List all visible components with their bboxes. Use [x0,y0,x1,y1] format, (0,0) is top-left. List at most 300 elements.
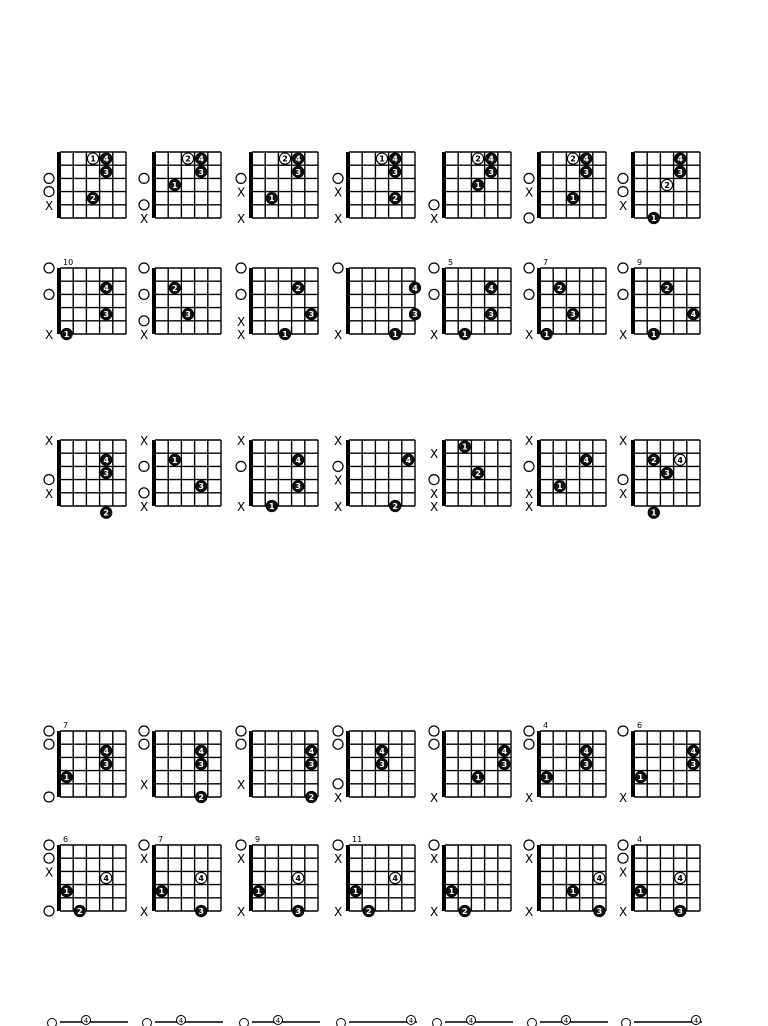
muted-string-marker: X [334,500,342,514]
finger-dot [101,745,112,756]
finger-dot [101,309,112,320]
svg-text:2: 2 [282,155,288,164]
chord-diagram [42,140,148,228]
muted-string-marker: X [430,791,438,805]
svg-text:3: 3 [309,760,315,769]
svg-text:4: 4 [103,284,109,293]
open-string-marker [333,173,343,183]
finger-dot [472,153,483,164]
finger-dot [486,309,497,320]
chord-diagram [616,833,722,921]
open-string-marker [139,726,149,736]
chord-diagram [234,428,340,516]
svg-text:1: 1 [462,443,468,452]
finger-dot [101,454,112,465]
finger-dot [87,153,98,164]
nut-bar [249,845,253,911]
nut-bar [346,440,350,506]
chord-diagram [137,140,243,228]
finger-dot [363,905,374,916]
chord-diagram [427,719,533,807]
muted-string-marker: X [140,328,148,342]
finger-dot [499,758,510,769]
open-string-marker [236,840,246,850]
chord-diagram-partial [141,1016,231,1026]
muted-string-marker: X [525,905,533,919]
chord-diagram [331,140,437,228]
svg-text:3: 3 [185,310,191,319]
open-string-marker [429,289,439,299]
svg-text:3: 3 [488,168,494,177]
svg-text:4: 4 [103,874,109,883]
svg-text:4: 4 [409,1017,414,1025]
finger-dot [581,153,592,164]
open-string-marker [524,289,534,299]
finger-dot [486,153,497,164]
open-string-marker [524,173,534,183]
svg-text:1: 1 [256,887,262,896]
svg-text:2: 2 [475,469,481,478]
open-string-marker [333,461,343,471]
finger-dot [350,886,361,897]
open-string-marker [44,187,54,197]
finger-dot [567,153,578,164]
open-string-marker [139,263,149,273]
svg-text:4: 4 [691,747,697,756]
finger-dot [293,166,304,177]
chord-diagram [331,833,437,921]
finger-dot [567,193,578,204]
fret-number: 5 [448,258,453,267]
svg-text:3: 3 [677,907,683,916]
open-string-marker [524,726,534,736]
muted-string-marker: X [619,905,627,919]
svg-text:1: 1 [159,887,165,896]
chord-diagram-partial [431,1016,521,1026]
open-string-marker [44,726,54,736]
muted-string-marker: X [619,434,627,448]
fret-number: 7 [543,258,548,267]
finger-dot [459,328,470,339]
svg-text:2: 2 [366,907,372,916]
svg-text:4: 4 [295,155,301,164]
nut-bar [442,440,446,506]
nut-bar [57,845,61,911]
nut-bar [346,268,350,334]
nut-bar [631,731,635,797]
svg-text:4: 4 [198,155,204,164]
muted-string-marker: X [45,328,53,342]
svg-text:3: 3 [392,168,398,177]
svg-text:3: 3 [677,168,683,177]
svg-text:1: 1 [64,330,70,339]
finger-dot [390,500,401,511]
muted-string-marker: X [430,852,438,866]
finger-dot [648,212,659,223]
chord-diagram [427,833,533,921]
finger-dot [390,153,401,164]
open-string-marker [429,263,439,273]
finger-dot [675,166,686,177]
nut-bar [442,845,446,911]
fret-number: 9 [255,835,260,844]
nut-bar [631,845,635,911]
svg-text:3: 3 [103,760,109,769]
svg-text:1: 1 [638,773,644,782]
finger-dot [376,745,387,756]
finger-dot [376,758,387,769]
svg-text:3: 3 [412,310,418,319]
finger-dot [390,166,401,177]
nut-bar [537,268,541,334]
finger-dot [376,153,387,164]
finger-dot [61,886,72,897]
svg-text:1: 1 [449,887,455,896]
open-string-marker [139,173,149,183]
svg-text:3: 3 [583,168,589,177]
svg-text:3: 3 [103,469,109,478]
finger-dot [675,872,686,883]
finger-dot [409,309,420,320]
muted-string-marker: X [140,434,148,448]
finger-dot [675,454,686,465]
nut-bar [631,440,635,506]
chord-diagram-partial [238,1016,328,1026]
finger-dot [472,467,483,478]
nut-bar [152,268,156,334]
muted-string-marker: X [430,500,438,514]
svg-text:3: 3 [664,469,670,478]
svg-text:3: 3 [198,907,204,916]
open-string-marker [236,726,246,736]
muted-string-marker: X [237,852,245,866]
open-string-marker [44,739,54,749]
muted-string-marker: X [334,328,342,342]
finger-dot [101,282,112,293]
chord-diagram [616,719,722,807]
svg-text:2: 2 [309,793,315,802]
finger-dot [101,758,112,769]
svg-text:4: 4 [309,747,315,756]
finger-dot [196,153,207,164]
muted-string-marker: X [525,852,533,866]
muted-string-marker: X [45,434,53,448]
finger-dot [472,772,483,783]
finger-dot [390,328,401,339]
open-string-marker [333,739,343,749]
open-string-marker [333,779,343,789]
muted-string-marker: X [140,500,148,514]
svg-text:4: 4 [583,456,589,465]
chord-diagram [137,428,243,516]
svg-text:4: 4 [597,874,603,883]
open-string-marker [139,840,149,850]
nut-bar [442,731,446,797]
svg-text:2: 2 [90,194,96,203]
muted-string-marker: X [237,212,245,226]
nut-bar [152,152,156,218]
muted-string-marker: X [334,852,342,866]
open-string-marker [618,173,628,183]
svg-text:1: 1 [651,330,657,339]
finger-dot [293,481,304,492]
svg-text:4: 4 [84,1017,89,1025]
fret-number: 9 [637,258,642,267]
svg-text:4: 4 [103,747,109,756]
svg-text:4: 4 [677,874,683,883]
finger-dot [87,193,98,204]
finger-dot [293,454,304,465]
muted-string-marker: X [140,778,148,792]
finger-dot [648,507,659,518]
finger-dot [61,328,72,339]
finger-dot [196,758,207,769]
chord-diagram [234,719,340,807]
open-string-marker [429,200,439,210]
finger-dot [101,153,112,164]
svg-text:1: 1 [269,194,275,203]
svg-text:3: 3 [488,310,494,319]
finger-dot [554,282,565,293]
fret-number: 7 [63,721,68,730]
svg-text:2: 2 [172,284,178,293]
muted-string-marker: X [430,328,438,342]
svg-text:2: 2 [185,155,191,164]
svg-text:4: 4 [694,1017,699,1025]
chord-diagram [522,256,628,344]
open-string-marker [44,792,54,802]
svg-text:1: 1 [651,214,657,223]
svg-text:4: 4 [103,456,109,465]
open-string-marker [139,316,149,326]
finger-dot [306,791,317,802]
finger-dot [293,905,304,916]
open-string-marker [44,263,54,273]
finger-dot [306,745,317,756]
svg-text:3: 3 [309,310,315,319]
svg-text:2: 2 [651,456,657,465]
open-string-marker [618,726,628,736]
muted-string-marker: X [237,315,245,329]
svg-text:2: 2 [77,907,83,916]
finger-dot [499,745,510,756]
open-string-marker [618,289,628,299]
svg-text:1: 1 [462,330,468,339]
open-string-marker [429,726,439,736]
fret-number: 6 [63,835,68,844]
nut-bar [631,268,635,334]
chord-diagram-partial [46,1016,136,1026]
muted-string-marker: X [619,199,627,213]
finger-dot [74,905,85,916]
finger-dot [661,282,672,293]
finger-dot [581,745,592,756]
svg-text:1: 1 [544,773,550,782]
open-string-marker [618,853,628,863]
finger-dot [688,745,699,756]
finger-dot [306,758,317,769]
open-string-marker [44,840,54,850]
finger-dot [675,905,686,916]
finger-dot [169,454,180,465]
muted-string-marker: X [237,778,245,792]
open-string-marker [44,475,54,485]
finger-dot [279,328,290,339]
svg-text:4: 4 [198,874,204,883]
finger-dot [459,441,470,452]
muted-string-marker: X [334,905,342,919]
nut-bar [57,268,61,334]
open-string-marker [139,739,149,749]
open-string-marker [44,289,54,299]
finger-dot [390,193,401,204]
fret-number: 4 [543,721,548,730]
open-string-marker [139,488,149,498]
svg-text:1: 1 [544,330,550,339]
nut-bar [631,152,635,218]
nut-bar [537,845,541,911]
muted-string-marker: X [334,212,342,226]
finger-dot [253,886,264,897]
chord-diagram [137,256,243,344]
svg-text:4: 4 [198,747,204,756]
muted-string-marker: X [525,434,533,448]
muted-string-marker: X [140,212,148,226]
nut-bar [249,440,253,506]
finger-dot [196,745,207,756]
svg-text:4: 4 [677,155,683,164]
finger-dot [486,166,497,177]
fret-number: 10 [63,258,73,267]
svg-text:4: 4 [406,456,412,465]
svg-text:1: 1 [475,181,481,190]
finger-dot [472,179,483,190]
muted-string-marker: X [619,791,627,805]
svg-text:2: 2 [103,509,109,518]
fret-number: 6 [637,721,642,730]
open-string-marker [618,475,628,485]
finger-dot [390,872,401,883]
muted-string-marker: X [619,328,627,342]
open-string-marker [236,263,246,273]
svg-text:3: 3 [691,760,697,769]
svg-text:1: 1 [269,502,275,511]
finger-dot [293,872,304,883]
svg-text:4: 4 [677,456,683,465]
svg-text:3: 3 [103,168,109,177]
open-string-marker [236,461,246,471]
svg-text:4: 4 [103,155,109,164]
open-string-marker [44,173,54,183]
svg-text:1: 1 [651,509,657,518]
svg-text:3: 3 [198,760,204,769]
open-string-marker [524,461,534,471]
finger-dot [688,309,699,320]
nut-bar [442,268,446,334]
chord-diagram [522,428,628,516]
svg-text:3: 3 [103,310,109,319]
nut-bar [57,152,61,218]
nut-bar [249,731,253,797]
open-string-marker [618,187,628,197]
svg-text:4: 4 [502,747,508,756]
chord-diagram [331,256,437,344]
finger-dot [101,166,112,177]
chord-diagram [137,833,243,921]
open-string-marker [44,853,54,863]
svg-text:4: 4 [295,874,301,883]
chord-diagram [234,256,340,344]
nut-bar [346,845,350,911]
svg-text:1: 1 [172,181,178,190]
open-string-marker [524,213,534,223]
finger-dot [635,886,646,897]
finger-dot [541,772,552,783]
svg-text:1: 1 [570,194,576,203]
finger-dot [688,758,699,769]
nut-bar [346,152,350,218]
finger-dot [661,467,672,478]
open-string-marker [139,200,149,210]
muted-string-marker: X [237,434,245,448]
open-string-marker [429,475,439,485]
svg-text:1: 1 [64,887,70,896]
finger-dot [581,454,592,465]
nut-bar [249,152,253,218]
svg-text:1: 1 [172,456,178,465]
chord-diagram [42,428,148,516]
muted-string-marker: X [45,199,53,213]
svg-text:2: 2 [392,502,398,511]
finger-dot [648,328,659,339]
muted-string-marker: X [237,500,245,514]
finger-dot [279,153,290,164]
finger-dot [293,153,304,164]
chord-diagram [616,140,722,228]
chord-diagram [42,833,148,921]
finger-dot [182,153,193,164]
svg-text:1: 1 [475,773,481,782]
finger-dot [581,166,592,177]
open-string-marker [333,263,343,273]
svg-text:3: 3 [379,760,385,769]
muted-string-marker: X [45,487,53,501]
finger-dot [266,193,277,204]
finger-dot [293,282,304,293]
chord-diagram-partial [335,1016,425,1026]
finger-dot [196,872,207,883]
muted-string-marker: X [334,474,342,488]
fret-number: 7 [158,835,163,844]
open-string-marker [429,840,439,850]
finger-dot [101,507,112,518]
chord-diagram [427,140,533,228]
svg-text:1: 1 [282,330,288,339]
svg-text:1: 1 [90,155,96,164]
svg-text:3: 3 [502,760,508,769]
open-string-marker [333,840,343,850]
svg-text:3: 3 [570,310,576,319]
open-string-marker [139,461,149,471]
finger-dot [446,886,457,897]
svg-text:4: 4 [564,1017,569,1025]
finger-dot [567,309,578,320]
finger-dot [266,500,277,511]
finger-dot [635,772,646,783]
finger-dot [594,872,605,883]
svg-text:4: 4 [691,310,697,319]
open-string-marker [429,739,439,749]
